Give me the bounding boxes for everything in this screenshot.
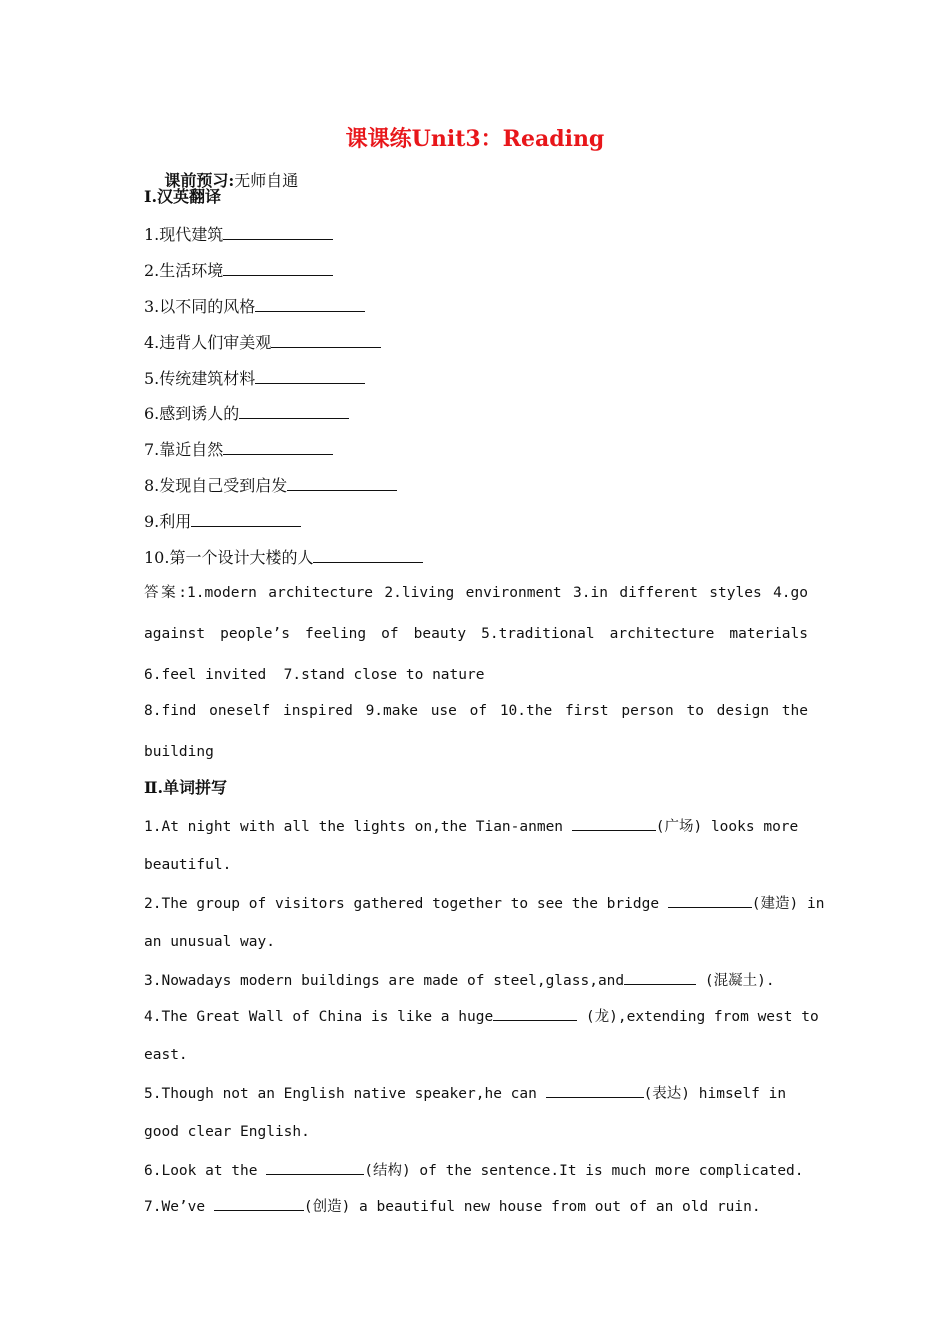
translation-item — [144, 474, 808, 496]
answer-line: 8.find oneself inspired 9.make use of 10.the first person to design the — [144, 703, 808, 719]
spelling-item-cont: east. — [144, 1047, 188, 1063]
item-text: 1.现代建筑 — [144, 225, 224, 244]
answer-line: 答案:1.modern architecture 2.living environment 3.in different styles 4.go — [144, 585, 808, 601]
sentence-text: 1.At night with all the lights on,the Tian-anmen — [144, 819, 572, 835]
spelling-item — [144, 968, 808, 991]
answer-blank — [572, 814, 656, 831]
sentence-text: (结构) of the sentence.It is much more complicated. — [364, 1163, 804, 1179]
translation-item — [144, 331, 808, 353]
spelling-item — [144, 1081, 808, 1104]
answer-blank — [266, 1158, 364, 1175]
sentence-text: 7.We’ve — [144, 1199, 214, 1215]
answer-blank — [287, 474, 397, 491]
translation-item — [144, 367, 808, 389]
sentence-text: (混凝土). — [696, 973, 775, 989]
answer-blank — [493, 1004, 577, 1021]
answer-line: against people’s feeling of beauty 5.traditional architecture materials — [144, 626, 808, 642]
item-text: 7.靠近自然 — [144, 440, 224, 459]
answer-blank — [271, 331, 381, 348]
sentence-text: (创造) a beautiful new house from out of an old ruin. — [303, 1199, 761, 1215]
item-text: 3.以不同的风格 — [144, 297, 256, 316]
answer-blank — [239, 402, 349, 419]
item-text: 6.感到诱人的 — [144, 404, 240, 423]
sentence-text: (表达) himself in — [643, 1086, 787, 1102]
item-text: 10.第一个设计大楼的人 — [144, 548, 314, 567]
spelling-item — [144, 1158, 808, 1181]
answer-blank — [223, 438, 333, 455]
answer-blank — [255, 295, 365, 312]
answer-blank — [223, 223, 333, 240]
spelling-item-cont: beautiful. — [144, 857, 232, 873]
translation-item — [144, 223, 808, 245]
sentence-text: 4.The Great Wall of China is like a huge — [144, 1009, 494, 1025]
sentence-text: 6.Look at the — [144, 1163, 267, 1179]
preview-label: 课前预习: — [164, 171, 235, 190]
answer-blank — [624, 968, 696, 985]
sentence-text: (龙),extending from west to — [577, 1009, 819, 1025]
answer-blank — [255, 367, 365, 384]
page-title: 课课练Unit3：Reading — [345, 126, 605, 152]
spelling-item — [144, 891, 825, 914]
item-text: 9.利用 — [144, 512, 192, 531]
sentence-text: (广场) looks more — [655, 819, 799, 835]
sentence-text: 2.The group of visitors gathered together to see the bridge — [144, 896, 668, 912]
preview-value: 无师自通 — [234, 171, 299, 190]
item-text: 4.违背人们审美观 — [144, 333, 272, 352]
translation-item — [144, 510, 808, 532]
spelling-item — [144, 1004, 819, 1027]
translation-item — [144, 438, 808, 460]
answer-blank — [214, 1194, 304, 1211]
item-text: 2.生活环境 — [144, 261, 224, 280]
answer-blank — [668, 891, 752, 908]
translation-item — [144, 546, 808, 568]
section2-heading: Ⅱ.单词拼写 — [144, 778, 228, 797]
answer-blank — [546, 1081, 644, 1098]
answer-line: 6.feel invited 7.stand close to nature — [144, 667, 485, 683]
spelling-item — [144, 814, 808, 837]
answer-blank — [191, 510, 301, 527]
answer-line: building — [144, 744, 214, 760]
section1-heading: Ⅰ.汉英翻译 — [144, 187, 222, 206]
translation-item — [144, 259, 808, 281]
spelling-item-cont: an unusual way. — [144, 934, 275, 950]
sentence-text: (建造) in — [751, 896, 825, 912]
item-text: 8.发现自己受到启发 — [144, 476, 288, 495]
sentence-text: 3.Nowadays modern buildings are made of steel,glass,and — [144, 973, 625, 989]
spelling-item-cont: good clear English. — [144, 1124, 310, 1140]
sentence-text: 5.Though not an English native speaker,he can — [144, 1086, 546, 1102]
answer-blank — [313, 546, 423, 563]
item-text: 5.传统建筑材料 — [144, 369, 256, 388]
spelling-item — [144, 1194, 808, 1217]
translation-item — [144, 295, 808, 317]
translation-item — [144, 402, 808, 424]
answer-blank — [223, 259, 333, 276]
